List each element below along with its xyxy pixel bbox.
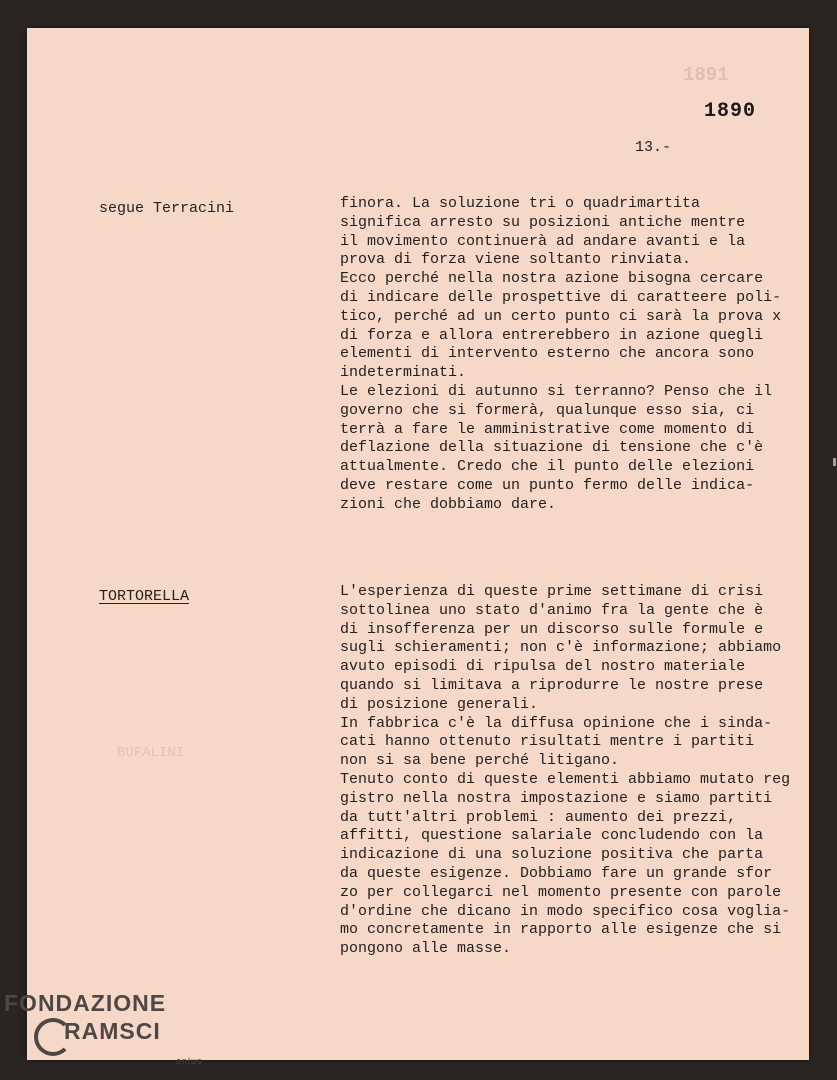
text-line: non si sa bene perché litigano. — [340, 752, 620, 770]
text-line: governo che si formerà, qualunque esso sia, ci — [340, 401, 755, 419]
text-line: zioni che dobbiamo dare. — [340, 495, 557, 513]
text-line: affitti, questione salariale concludendo con la — [340, 827, 764, 845]
watermark-small: onlus — [176, 1056, 203, 1066]
text-line: di forza e allora entrerebbero in azione quegli — [340, 326, 764, 344]
text-line: d'ordine che dicano in modo specifico cosa voglia- — [340, 902, 791, 920]
bleed-through-page-number: 1891 — [683, 64, 729, 86]
text-line: di insofferenza per un discorso sulle formule e — [340, 620, 764, 638]
text-line: In fabbrica c'è la diffusa opinione che i sinda- — [340, 714, 773, 732]
text-line: sugli schieramenti; non c'è informazione; abbiamo — [340, 639, 782, 657]
text-line: indeterminati. — [340, 364, 467, 382]
text-line: deve restare come un punto fermo delle indica- — [340, 476, 755, 494]
section-number: 13.- — [635, 139, 672, 156]
bleed-through-speaker: BUFALINI — [117, 745, 185, 761]
page-number: 1890 — [704, 100, 757, 123]
speaker-label-tortorella: TORTORELLA — [99, 588, 190, 605]
text-line: cati hanno ottenuto risultati mentre i partiti — [340, 733, 755, 751]
watermark-line1: FONDAZIONE — [4, 990, 167, 1016]
text-line: zo per collegarci nel momento presente con parole — [340, 883, 782, 901]
text-line: terrà a fare le amministrative come momento di — [340, 420, 755, 438]
text-line: avuto episodi di ripulsa del nostro materiale — [340, 658, 746, 676]
text-line: il movimento continuerà ad andare avanti e la — [340, 232, 746, 250]
speaker-label-terracini: segue Terracini — [99, 200, 235, 217]
text-line: indicazione di una soluzione positiva che parta — [340, 846, 764, 864]
text-line: prova di forza viene soltanto rinviata. — [340, 251, 692, 269]
text-line: di indicare delle prospettive di caratteere poli- — [340, 288, 782, 306]
speech-terracini — [340, 195, 810, 515]
text-line: Tenuto conto di queste elementi abbiamo mutato reg — [340, 770, 791, 788]
text-line: elementi di intervento esterno che ancora sono — [340, 345, 755, 363]
text-line: sottolinea uno stato d'animo fra la gente che è — [340, 601, 764, 619]
paper-mark — [833, 458, 836, 466]
text-line: da queste esigenze. Dobbiamo fare un grande sfor — [340, 864, 773, 882]
document-page — [27, 28, 809, 1060]
text-line: gistro nella nostra impostazione e siamo partiti — [340, 789, 773, 807]
watermark-line2: RAMSCI — [64, 1018, 161, 1044]
text-line: Ecco perché nella nostra azione bisogna cercare — [340, 270, 764, 288]
archive-watermark — [4, 990, 203, 1066]
text-line: quando si limitava a riprodurre le nostre prese — [340, 676, 764, 694]
speech-tortorella — [340, 583, 810, 959]
text-line: pongono alle masse. — [340, 940, 512, 958]
text-line: finora. La soluzione tri o quadrimartita — [340, 195, 701, 212]
text-line: tico, perché ad un certo punto ci sarà la prova x — [340, 307, 782, 325]
text-line: L'esperienza di queste prime settimane di crisi — [340, 583, 764, 600]
text-line: mo concretamente in rapporto alle esigenze che si — [340, 921, 782, 939]
text-line: Le elezioni di autunno si terranno? Penso che il — [340, 382, 773, 400]
text-line: di posizione generali. — [340, 695, 539, 713]
text-line: significa arresto su posizioni antiche mentre — [340, 213, 746, 231]
text-line: attualmente. Credo che il punto delle elezioni — [340, 458, 755, 476]
text-line: da tutt'altri problemi : aumento dei prezzi, — [340, 808, 737, 826]
text-line: deflazione della situazione di tensione che c'è — [340, 439, 764, 457]
